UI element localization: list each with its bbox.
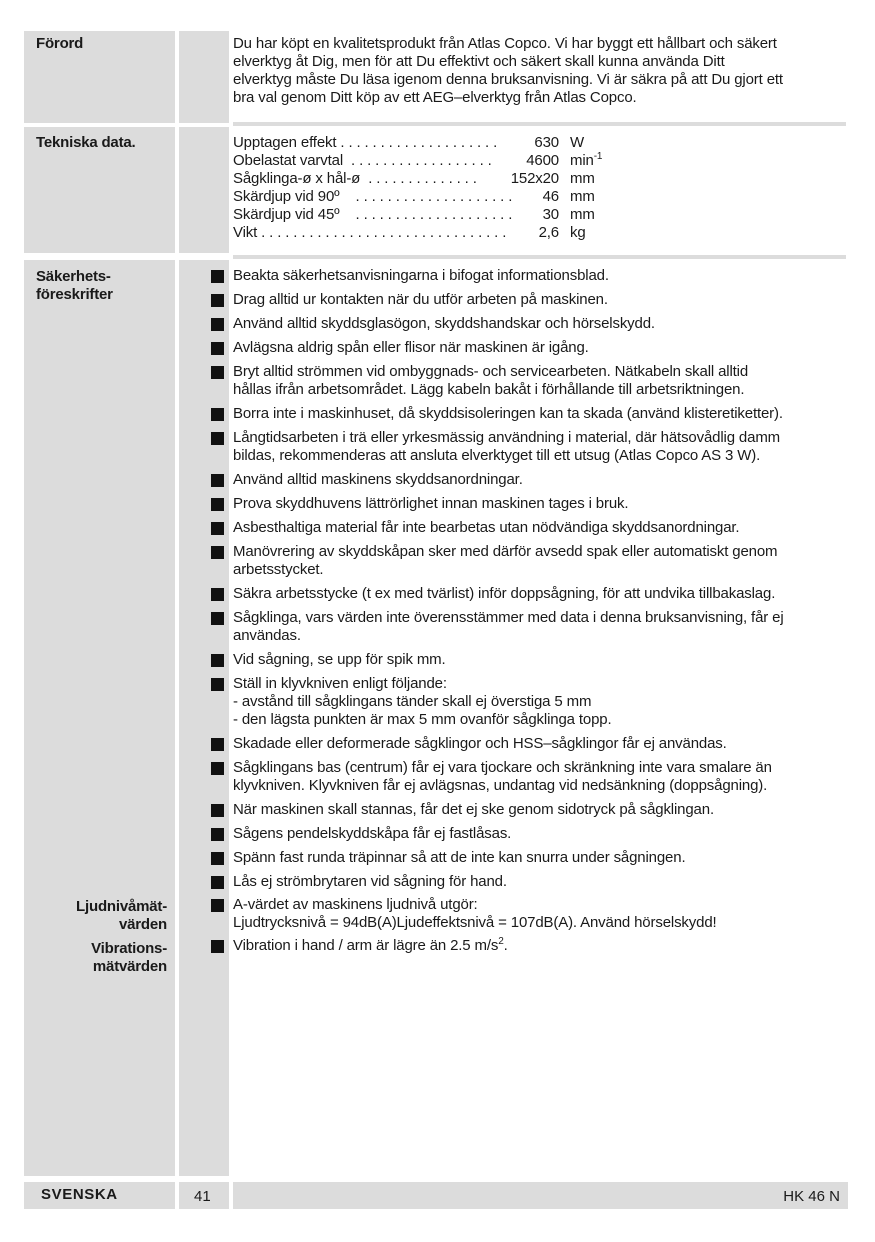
bullet-square-icon	[211, 294, 224, 307]
bullet-square-icon	[211, 342, 224, 355]
safety-item-line: Bryt alltid strömmen vid ombyggnads- och servicearbeten. Nätkabeln skall alltid	[233, 363, 749, 380]
safety-item-line: Säkra arbetsstycke (t ex med tvärlist) inför doppsågning, för att undvika tillbakaslag.	[233, 585, 776, 602]
bullet-square-icon	[211, 852, 224, 865]
safety-item-line: klyvkniven. Klyvkniven får ej avlägsnas, undantag vid nedsänkning (doppsågning).	[233, 777, 768, 794]
spec-name: Sågklinga-ø x hål-ø . . . . . . . . . . . . . .	[233, 170, 477, 187]
safety-item-line: Manövrering av skyddskåpan sker med därför avsedd spak eller automatiskt genom	[233, 543, 778, 560]
safety-heading-line: Säkerhets-	[36, 268, 111, 285]
bullet-square-icon	[211, 738, 224, 751]
vibration-suffix: .	[503, 937, 508, 954]
safety-item	[233, 585, 848, 603]
technical-spec-table	[233, 134, 848, 242]
safety-item-line: När maskinen skall stannas, får det ej ske genom sidotryck på sågklingan.	[233, 801, 714, 818]
safety-heading-line: föreskrifter	[36, 286, 113, 303]
safety-item-line: Sågklingans bas (centrum) får ej vara tjockare och skränkning inte vara smalare än	[233, 759, 772, 776]
bullet-square-icon	[211, 588, 224, 601]
footer-page-cell	[179, 1182, 229, 1209]
safety-item	[233, 675, 848, 729]
safety-item-line: användas.	[233, 627, 301, 644]
spec-unit: kg	[570, 224, 586, 241]
vibration-heading	[36, 940, 167, 976]
safety-item-line: Drag alltid ur kontakten när du utför arbeten på maskinen.	[233, 291, 608, 308]
spec-name: Obelastat varvtal . . . . . . . . . . . . . . . . . .	[233, 152, 492, 169]
bullet-square-icon	[211, 498, 224, 511]
safety-item	[233, 735, 848, 753]
safety-item-line: Lås ej strömbrytaren vid sågning för hand.	[233, 873, 507, 890]
spec-unit: mm	[570, 188, 595, 205]
foreword-line: bra val genom Ditt köp av ett AEG–elverktyg från Atlas Copco.	[233, 89, 637, 106]
bullet-square-icon	[211, 762, 224, 775]
bullet-square-icon	[211, 408, 224, 421]
safety-item	[233, 495, 848, 513]
noise-text	[233, 896, 848, 932]
safety-heading	[36, 268, 113, 304]
safety-item-line: - den lägsta punkten är max 5 mm ovanför sågklinga topp.	[233, 711, 612, 728]
safety-item	[233, 825, 848, 843]
spec-value: 630	[534, 134, 559, 151]
footer-language-cell	[24, 1182, 175, 1209]
section-divider	[233, 122, 846, 126]
bullet-square-icon	[211, 940, 224, 953]
bullet-square-icon	[211, 876, 224, 889]
safety-item-line: Vid sågning, se upp för spik mm.	[233, 651, 446, 668]
bullet-square-icon	[211, 318, 224, 331]
safety-item-line: Skadade eller deformerade sågklingor och HSS–sågklingor får ej användas.	[233, 735, 727, 752]
noise-heading	[36, 898, 167, 934]
vibration-exponent: 2	[498, 936, 504, 947]
safety-label-cell	[24, 260, 175, 1176]
spec-row	[233, 134, 848, 152]
bullet-square-icon	[211, 654, 224, 667]
spec-row	[233, 170, 848, 188]
spec-unit: W	[570, 134, 585, 151]
bullet-square-icon	[211, 546, 224, 559]
spec-value: 46	[542, 188, 559, 205]
noise-line: A-värdet av maskinens ljudnivå utgör:	[233, 896, 478, 913]
spec-unit: mm	[570, 170, 595, 187]
noise-line: Ljudtrycksnivå = 94dB(A)Ljudeffektsnivå = 107dB(A). Använd hörselskydd!	[233, 914, 717, 931]
foreword-line: elverktyg åt Dig, men för att Du effektivt och säkert skall kunna använda Ditt	[233, 53, 725, 70]
safety-item	[233, 801, 848, 819]
foreword-line: Du har köpt en kvalitetsprodukt från Atlas Copco. Vi har byggt ett hållbart och säkert	[233, 35, 777, 52]
safety-item-line: hållas ifrån arbetsområdet. Lägg kabeln bakåt i förhållande till arbetsriktningen.	[233, 381, 745, 398]
vibration-text	[233, 937, 848, 955]
bullet-square-icon	[211, 612, 224, 625]
safety-item	[233, 471, 848, 489]
spec-row	[233, 152, 848, 170]
spec-row	[233, 188, 848, 206]
safety-item-line: Spänn fast runda träpinnar så att de inte kan snurra under sågningen.	[233, 849, 686, 866]
spec-row	[233, 224, 848, 242]
foreword-text	[233, 35, 848, 107]
safety-item	[233, 543, 848, 579]
safety-item	[233, 429, 848, 465]
safety-marker-cell	[179, 260, 229, 1176]
spec-unit-with-exponent	[570, 152, 602, 170]
safety-item	[233, 363, 848, 399]
bullet-square-icon	[211, 804, 224, 817]
spec-unit-exponent: -1	[593, 151, 603, 162]
safety-item	[233, 405, 848, 423]
noise-heading-line: värden	[119, 916, 167, 933]
safety-item-line: Avlägsna aldrig spån eller flisor när maskinen är igång.	[233, 339, 589, 356]
spec-name: Skärdjup vid 90º . . . . . . . . . . . . . . . . . . . .	[233, 188, 513, 205]
safety-item	[233, 651, 848, 669]
model-name: HK 46 N	[783, 1188, 840, 1205]
safety-item-line: Ställ in klyvkniven enligt följande:	[233, 675, 447, 692]
safety-item	[233, 759, 848, 795]
safety-item-line: Beakta säkerhetsanvisningarna i bifogat informationsblad.	[233, 267, 609, 284]
spec-unit: min	[570, 152, 594, 169]
bullet-square-icon	[211, 828, 224, 841]
safety-item	[233, 291, 848, 309]
spec-value: 30	[542, 206, 559, 223]
noise-heading-line: Ljudnivåmät-	[76, 898, 167, 915]
bullet-square-icon	[211, 366, 224, 379]
safety-item-line: Borra inte i maskinhuset, då skyddsisoleringen kan ta skada (använd klisteretiketter).	[233, 405, 783, 422]
safety-item	[233, 315, 848, 333]
spec-unit: mm	[570, 206, 595, 223]
safety-item	[233, 609, 848, 645]
footer-model-cell	[233, 1182, 848, 1209]
safety-item-line: Använd alltid maskinens skyddsanordningar.	[233, 471, 523, 488]
safety-item-line: arbetsstycket.	[233, 561, 324, 578]
bullet-square-icon	[211, 899, 224, 912]
foreword-heading: Förord	[36, 35, 84, 52]
foreword-marker-cell	[179, 31, 229, 123]
safety-item-line: bildas, rekommenderas att ansluta elverktyget till ett utsug (Atlas Copco AS 3 W).	[233, 447, 761, 464]
bullet-square-icon	[211, 474, 224, 487]
safety-item-line: Prova skyddhuvens lättrörlighet innan maskinen tages i bruk.	[233, 495, 629, 512]
safety-item-line: Asbesthaltiga material får inte bearbetas utan nödvändiga skyddsanordningar.	[233, 519, 740, 536]
bullet-square-icon	[211, 522, 224, 535]
spec-value: 2,6	[538, 224, 559, 241]
safety-item	[233, 873, 848, 891]
safety-item-line: Använd alltid skyddsglasögon, skyddshandskar och hörselskydd.	[233, 315, 655, 332]
spec-value: 4600	[526, 152, 559, 169]
spec-name: Upptagen effekt . . . . . . . . . . . . . . . . . . . .	[233, 134, 498, 151]
bullet-square-icon	[211, 432, 224, 445]
technical-heading: Tekniska data.	[36, 134, 136, 151]
spec-name: Vikt . . . . . . . . . . . . . . . . . . . . . . . . . . . . . . .	[233, 224, 507, 241]
technical-marker-cell	[179, 127, 229, 253]
footer-language: SVENSKA	[41, 1186, 118, 1203]
safety-item-line: Sågens pendelskyddskåpa får ej fastlåsas.	[233, 825, 512, 842]
bullet-square-icon	[211, 270, 224, 283]
vibration-heading-line: mätvärden	[92, 958, 167, 975]
spec-name: Skärdjup vid 45º . . . . . . . . . . . . . . . . . . . .	[233, 206, 513, 223]
page-number: 41	[194, 1188, 211, 1205]
bullet-square-icon	[211, 678, 224, 691]
vibration-value-text: Vibration i hand / arm är lägre än 2.5 m/s	[233, 937, 499, 954]
safety-item-line: Långtidsarbeten i trä eller yrkesmässig användning i material, där hätsovådlig damm	[233, 429, 781, 446]
safety-item-line: - avstånd till sågklingans tänder skall ej överstiga 5 mm	[233, 693, 592, 710]
foreword-line: elverktyg måste Du läsa igenom denna bruksanvisning. Vi är säkra på att Du gjort ett	[233, 71, 783, 88]
vibration-heading-line: Vibrations-	[91, 940, 167, 957]
safety-item-line: Sågklinga, vars värden inte överensstämmer med data i denna bruksanvisning, får ej	[233, 609, 784, 626]
section-divider	[233, 255, 846, 259]
safety-item	[233, 339, 848, 357]
spec-value: 152x20	[510, 170, 559, 187]
safety-item	[233, 267, 848, 285]
spec-row	[233, 206, 848, 224]
safety-item	[233, 519, 848, 537]
safety-item	[233, 849, 848, 867]
